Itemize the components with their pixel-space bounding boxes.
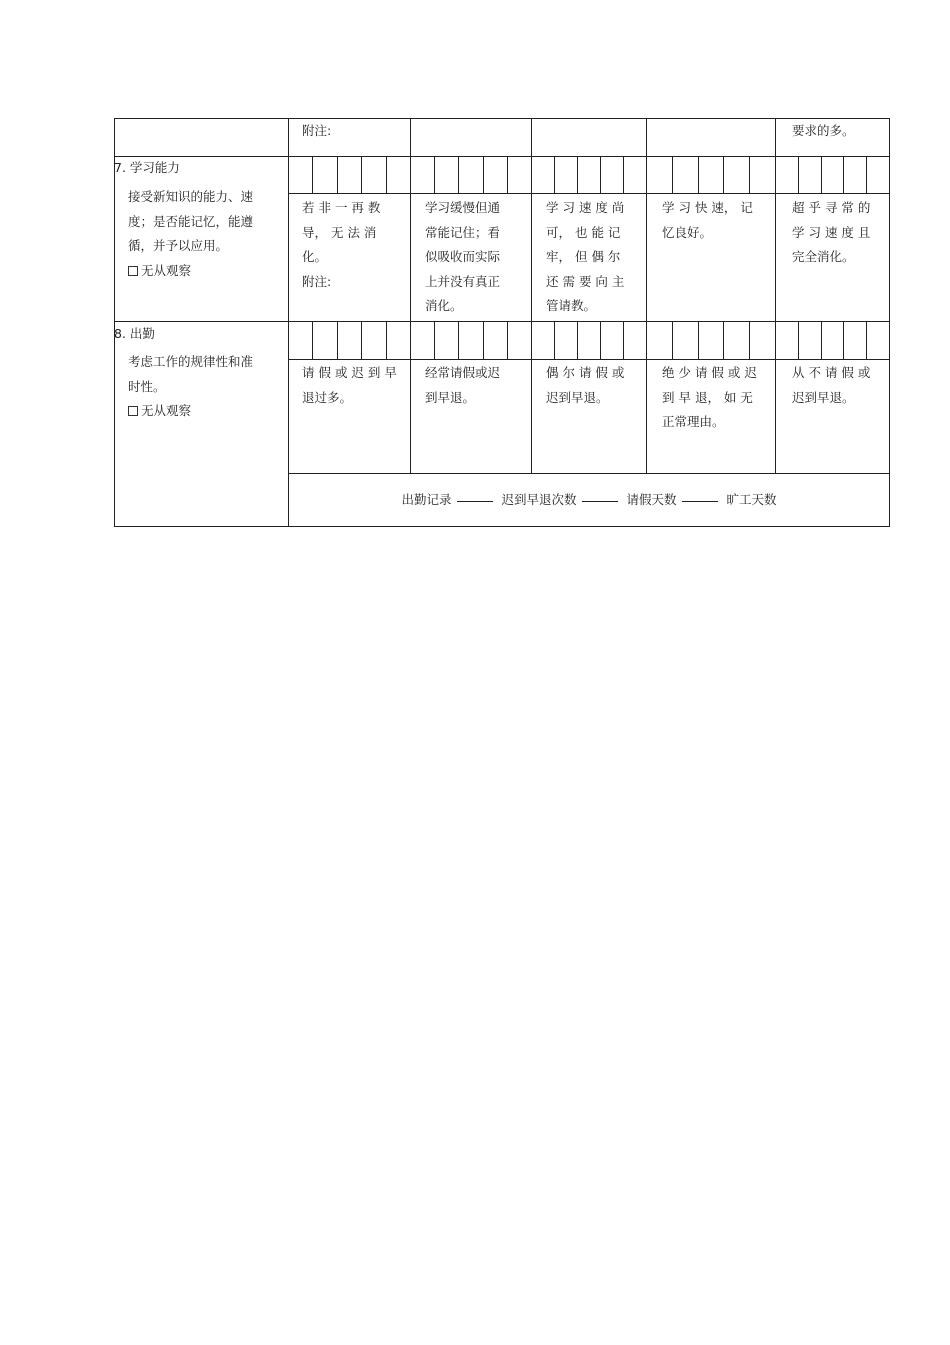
late-early-count-blank[interactable] [582, 489, 618, 502]
grid-line [410, 118, 411, 322]
section8-level-5-text [792, 361, 876, 410]
grid-line [749, 156, 750, 194]
grid-line [531, 118, 532, 322]
grid-line [775, 321, 776, 474]
grid-line [434, 156, 435, 194]
section7-title: 7. 学习能力 [114, 160, 180, 175]
grid-line [337, 156, 338, 194]
grid-line [337, 321, 338, 360]
section7-desc-line: 循，并予以应用。 [128, 238, 229, 253]
grid-line [866, 156, 867, 194]
section7-no-observation[interactable] [128, 259, 264, 284]
grid-line [554, 321, 555, 360]
grid-line [312, 156, 313, 194]
section8-title: 8. 出勤 [114, 326, 155, 341]
level-line: 退过多。 [302, 389, 353, 405]
attendance-record-blank[interactable] [457, 489, 493, 502]
level-line: 管请教。 [546, 298, 597, 313]
section8-desc-line: 考虑工作的规律性和准 [128, 354, 254, 369]
section8-level-4-text [662, 361, 760, 435]
grid-line [723, 321, 724, 360]
grid-line [361, 156, 362, 194]
grid-line [843, 156, 844, 194]
grid-line [798, 156, 799, 194]
top-right-note: 要求的多。 [792, 123, 855, 138]
grid-line [531, 321, 532, 474]
section7-desc-line: 度；是否能记忆，能遵 [128, 213, 254, 229]
grid-line [312, 321, 313, 360]
checkbox-icon[interactable] [128, 266, 138, 276]
grid-line [458, 321, 459, 360]
level-line: 从 不 请 假 或 [792, 365, 871, 380]
grid-line [775, 118, 776, 322]
grid-line [889, 118, 890, 527]
level-line: 上并没有真正 [425, 273, 501, 289]
grid-line [114, 118, 890, 119]
attendance-record-label: 出勤记录 [401, 492, 452, 507]
no-observation-label: 无从观察 [141, 262, 192, 278]
grid-line [434, 321, 435, 360]
grid-line [821, 156, 822, 194]
grid-line [386, 156, 387, 194]
grid-line [600, 156, 601, 194]
level-line: 可， 也 能 记 [546, 224, 621, 240]
grid-line [114, 156, 890, 157]
evaluation-form-table [114, 118, 890, 527]
grid-line [798, 321, 799, 360]
grid-line [507, 321, 508, 360]
level-line: 还 需 要 向 主 [546, 273, 625, 289]
level-line: 忆良好。 [662, 224, 713, 240]
late-early-count-label: 迟到早退次数 [501, 492, 577, 507]
grid-line [577, 321, 578, 360]
grid-line [646, 118, 647, 322]
grid-line [507, 156, 508, 194]
grid-line [554, 156, 555, 194]
level-line: 牢， 但 偶 尔 [546, 249, 621, 264]
section7-level-1-text [302, 196, 400, 294]
section8-level-2-text [425, 361, 503, 410]
level-line: 常能记住；看 [425, 224, 501, 240]
grid-line [723, 156, 724, 194]
section8-description [128, 350, 264, 424]
level-line: 若 非 一 再 教 [302, 200, 381, 215]
grid-line [114, 321, 890, 322]
level-line: 经常请假或迟 [425, 365, 501, 380]
level-line: 偶 尔 请 假 或 [546, 365, 625, 380]
level-line: 超 乎 寻 常 的 [792, 200, 871, 215]
grid-line [623, 156, 624, 194]
section7-desc-line: 接受新知识的能力、速 [128, 189, 254, 204]
grid-line [821, 321, 822, 360]
level-line: 迟到早退。 [792, 389, 855, 405]
attendance-record-row [288, 473, 890, 527]
level-line: 消化。 [425, 298, 463, 313]
checkbox-icon[interactable] [128, 406, 138, 416]
level-line: 到早退。 [425, 389, 476, 405]
grid-line [386, 321, 387, 360]
leave-days-blank[interactable] [682, 489, 718, 502]
section8-desc-line: 时性。 [128, 378, 166, 394]
grid-line [843, 321, 844, 360]
level-line: 导， 无 法 消 [302, 224, 377, 240]
grid-line [483, 321, 484, 360]
grid-line [749, 321, 750, 360]
grid-line [698, 156, 699, 194]
grid-line [361, 321, 362, 360]
level-line: 学 习 速 度 尚 [546, 200, 625, 215]
section8-level-1-text [302, 361, 400, 410]
grid-line [600, 321, 601, 360]
leave-days-label: 请假天数 [626, 492, 677, 507]
section7-description [128, 185, 264, 283]
level-line: 附注: [302, 273, 332, 289]
grid-line [672, 156, 673, 194]
grid-line [288, 359, 890, 360]
level-line: 学 习 快 速， 记 [662, 200, 753, 215]
absent-days-label: 旷工天数 [726, 492, 777, 507]
level-line: 学习缓慢但通 [425, 200, 501, 215]
grid-line [483, 156, 484, 194]
level-line: 迟到早退。 [546, 389, 609, 405]
level-line: 到 早 退， 如 无 [662, 389, 753, 405]
section8-no-observation[interactable] [128, 399, 264, 424]
section7-level-2-text [425, 196, 503, 319]
grid-line [646, 321, 647, 474]
section7-level-4-text [662, 196, 760, 245]
level-line: 学 习 速 度 且 [792, 224, 871, 240]
grid-line [288, 118, 289, 527]
grid-line [577, 156, 578, 194]
level-line: 化。 [302, 249, 328, 264]
grid-line [698, 321, 699, 360]
level-line: 似吸收而实际 [425, 249, 501, 264]
level-line: 请 假 或 迟 到 早 [302, 365, 397, 380]
no-observation-label: 无从观察 [141, 403, 192, 418]
grid-line [623, 321, 624, 360]
level-line: 绝 少 请 假 或 迟 [662, 365, 757, 380]
section7-level-5-text [792, 196, 876, 270]
grid-line [410, 321, 411, 474]
level-line: 完全消化。 [792, 249, 855, 264]
top-note-label: 附注: [302, 123, 332, 138]
section8-level-3-text [546, 361, 632, 410]
grid-line [866, 321, 867, 360]
grid-line [288, 193, 890, 194]
grid-line [672, 321, 673, 360]
section7-level-3-text [546, 196, 632, 319]
level-line: 正常理由。 [662, 414, 725, 429]
grid-line [458, 156, 459, 194]
